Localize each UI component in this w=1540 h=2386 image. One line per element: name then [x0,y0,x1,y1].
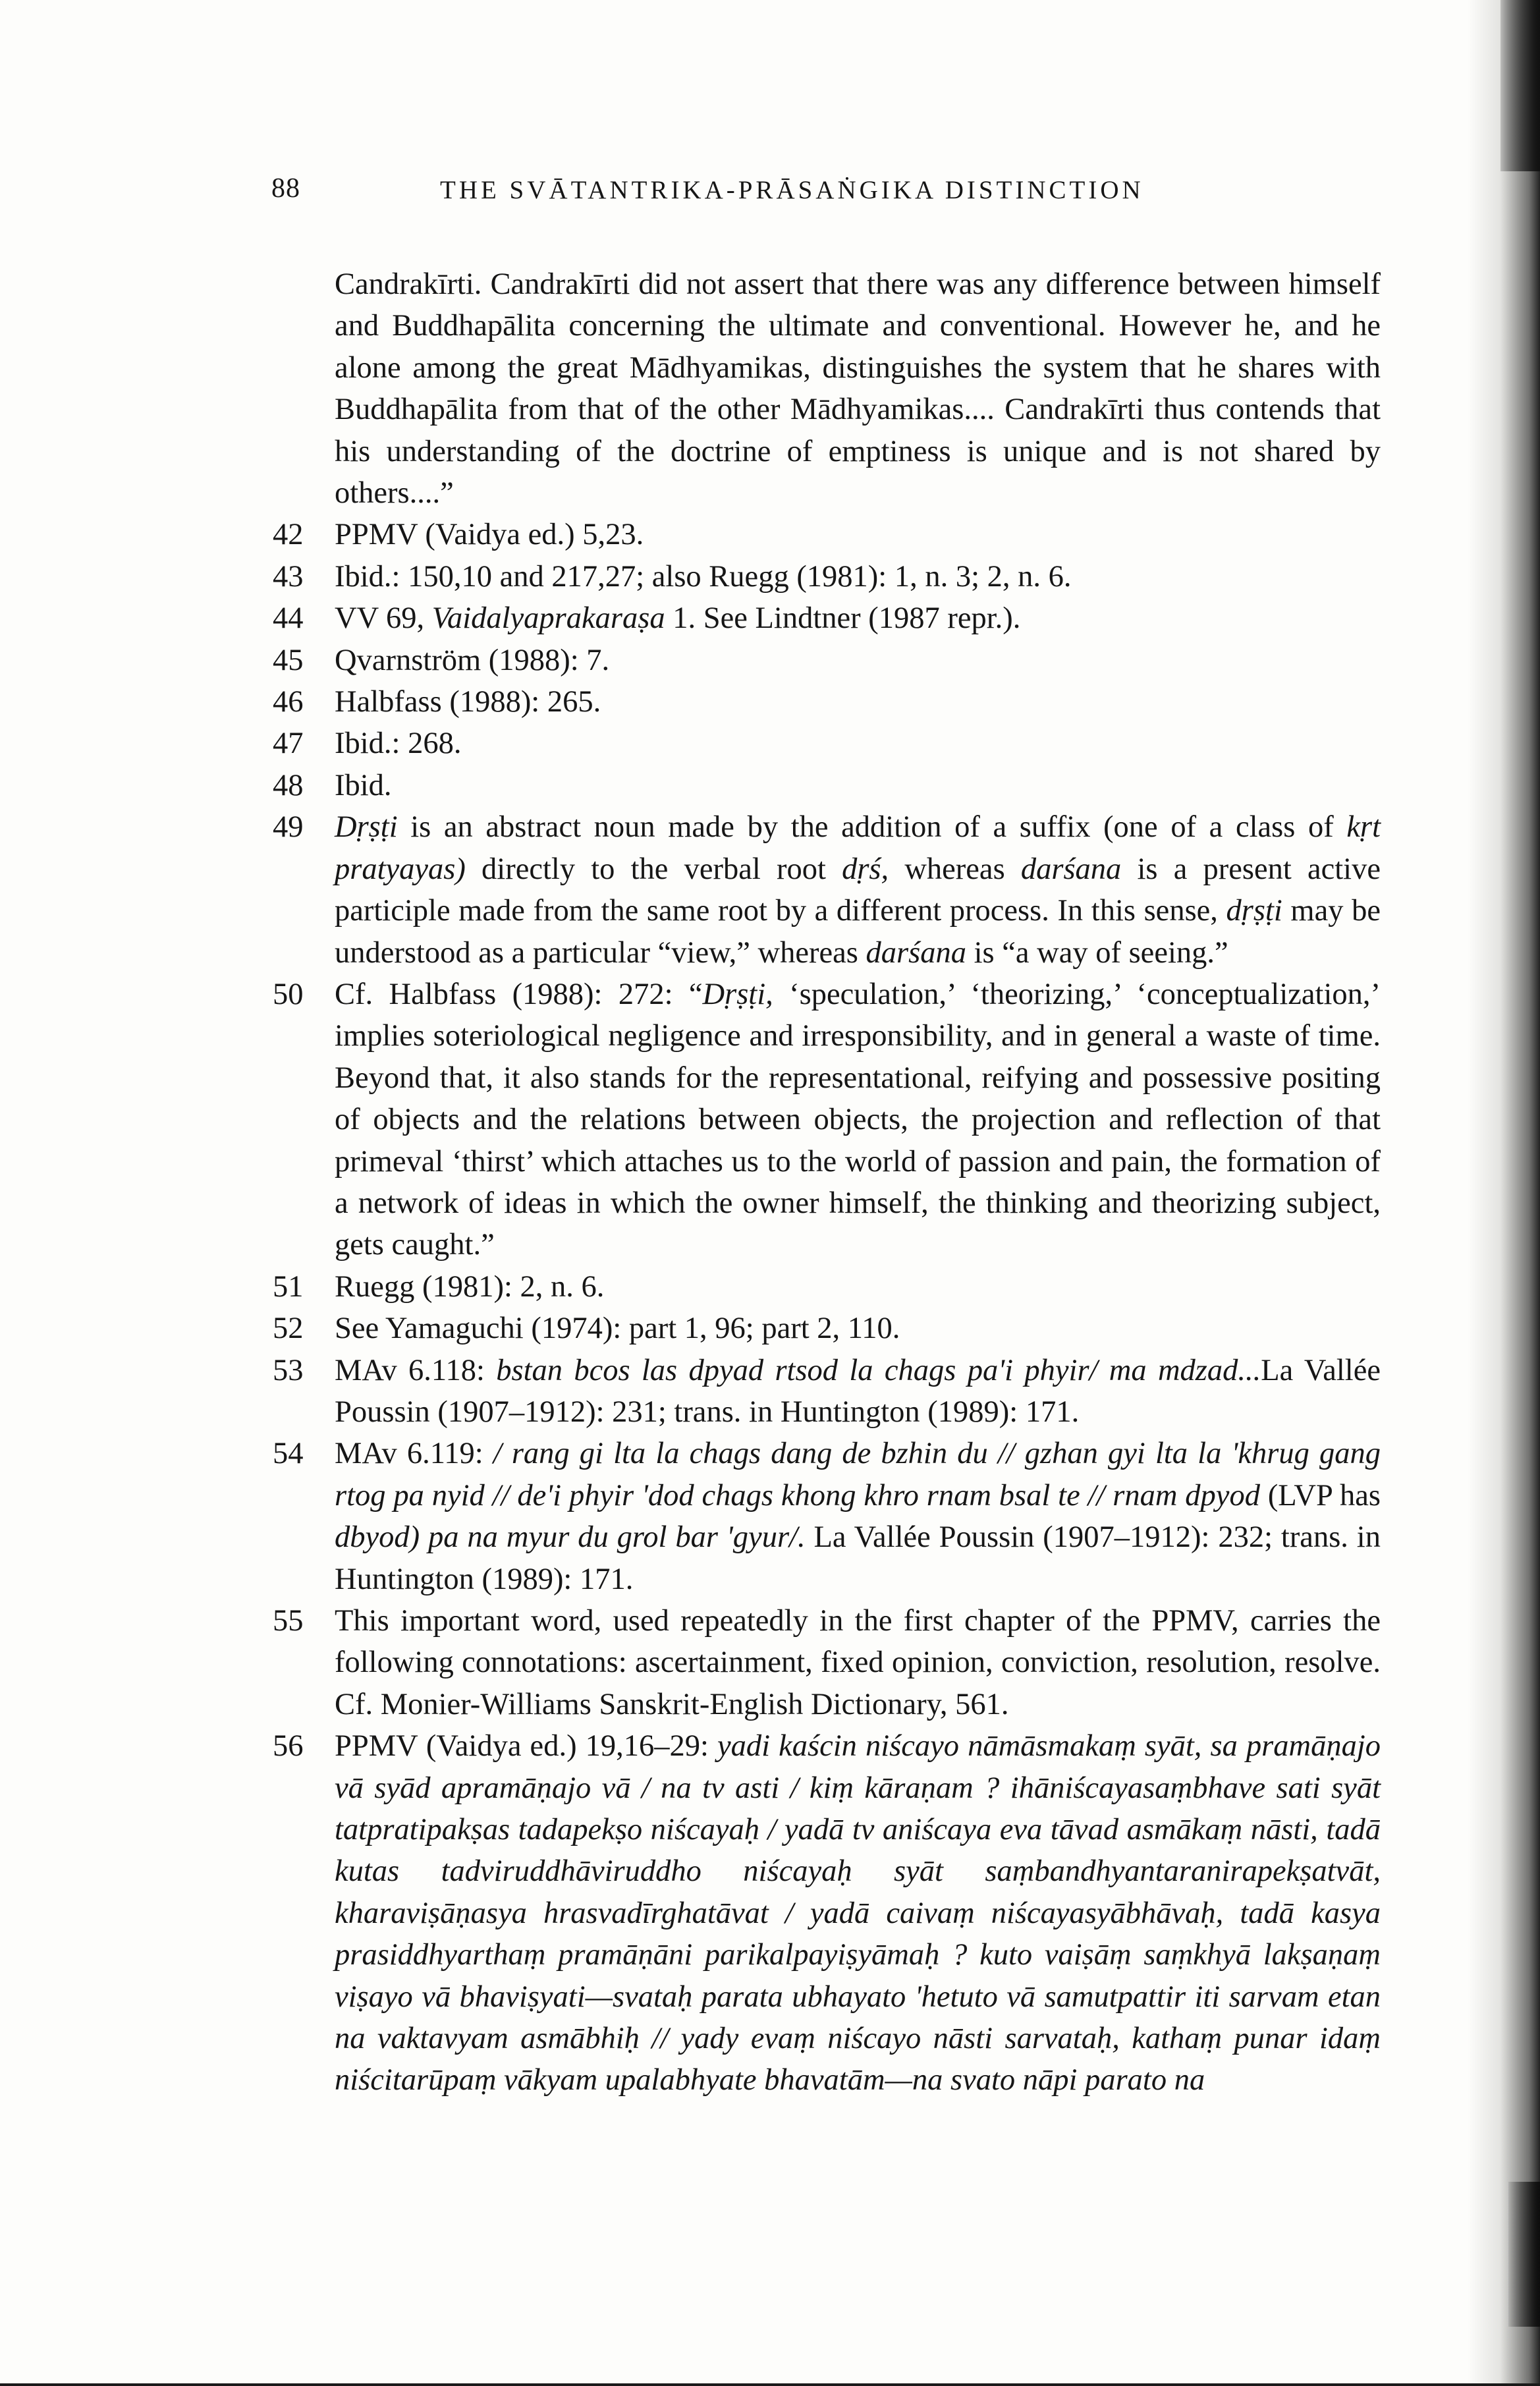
note-text-italic: darśana [866,935,966,970]
page-header [0,173,1540,212]
note-48 [273,765,1381,806]
note-text-italic: Dṛṣṭi [335,810,398,845]
note-42 [273,514,1381,555]
note-number: 43 [273,559,304,594]
note-text-italic: Dṛṣṭi, [702,977,773,1011]
note-53 [273,1350,1381,1433]
note-text-italic: bstan bcos las dpyad rtsod la chags pa'i phyir/ ma mdzad... [496,1353,1261,1387]
note-text-italic: darśana [1020,852,1122,886]
note-text: ‘speculation,’ ‘theorizing,’ ‘conceptualization,’ implies soteriological negligence and irresponsibility, and in general a waste of time. Beyond that, it also stands for the representational, reifying and possessive positing of objects and the relations between objects, the projection and reflection of that primeval ‘thirst’ which attaches us to the world of passion and pain, the formation of a network of ideas in which the owner himself, the thinking and theorizing subject, gets caught.” [335,977,1381,1262]
note-number: 52 [273,1312,304,1346]
note-43 [273,556,1381,597]
endnotes-body [273,264,1381,2101]
note-text: PPMV (Vaidya ed.) 19,16–29: [335,1729,717,1763]
note-text: See Yamaguchi (1974): part 1, 96; part 2, 110. [335,1312,900,1346]
note-text: is “a way of seeing.” [966,935,1228,970]
scan-bottom-edge [0,2383,1540,2386]
note-text: 1. See Lindtner (1987 repr.). [665,601,1021,636]
book-spine-shadow-bottom [1508,2182,1540,2327]
note-text: MAv 6.118: [335,1353,497,1387]
note-47 [273,723,1381,764]
note-text-italic: Vaidalyaprakaraṣa [431,601,665,636]
note-text: La Vallée Poussin (1907–1912): 231; trans. in Huntington (1989): 171. [335,1353,1381,1429]
note-number: 42 [273,518,304,552]
note-number: 46 [273,685,304,719]
note-text: (LVP has [1259,1478,1381,1512]
note-number: 54 [273,1437,304,1471]
note-number: 51 [273,1269,304,1304]
note-text: Halbfass (1988): 265. [335,685,601,719]
note-number: 53 [273,1353,304,1387]
note-text-italic: dṛś, [842,852,889,886]
note-text: La Vallée Poussin (1907–1912): 232; trans. in Huntington (1989): 171. [335,1520,1381,1596]
note-text: Ibid. [335,768,392,802]
book-spine-shadow [1468,0,1540,2386]
note-number: 49 [273,810,304,845]
note-number: 50 [273,977,304,1011]
note-44 [273,597,1381,639]
note-number: 55 [273,1604,304,1638]
note-text: is a present active participle made from the same root by a different process. In this sense, [335,852,1381,928]
note-text: is an abstract noun made by the addition of a suffix (one of a class of [397,810,1347,845]
running-head: THE SVĀTANTRIKA-PRĀSAṄGIKA DISTINCTION [440,176,1144,204]
note-45 [273,640,1381,681]
note-text-italic: dṛṣṭi [1226,894,1282,928]
note-52 [273,1308,1381,1349]
note-51 [273,1266,1381,1308]
note-number: 47 [273,727,304,761]
note-56 [273,1725,1381,2101]
note-text-italic: yadi kaścin niścayo nāmāsmakaṃ syāt, sa pramāṇajo vā syād apramāṇajo vā / na tv asti / kiṃ kāraṇam ? ihāniścayasaṃbhave sati syāt tatpratipakṣas tadapekṣo niścayaḥ / yadā tv aniścaya eva tāvad asmākaṃ nāsti, tadā kutas tadviruddhāviruddho niścayaḥ syāt saṃbandhyantaranirapekṣatvāt, kharaviṣāṇasya hrasvadīrghatāvat / yadā caivaṃ niścayasyābhāvaḥ, tadā kasya prasiddhyarthaṃ pramāṇāni parikalpayiṣyāmaḥ ? kuto vaiṣāṃ saṃkhyā lakṣaṇaṃ viṣayo vā bhaviṣyati—svataḥ parata ubhayato 'hetuto vā samutpattir iti sarvam etan na vaktavyam asmābhiḥ // yady evaṃ niścayo nāsti sarvataḥ, kathaṃ punar idaṃ niścitarūpaṃ vākyam upalabhyate bhavatām—na svato nāpi parato na [335,1729,1381,2097]
page-number: 88 [271,173,300,204]
note-55 [273,1600,1381,1725]
note-text: This important word, used repeatedly in the first chapter of the PPMV, carries the following connotations: ascertainment, fixed opinion, conviction, resolution, resolve. Cf. Monier-Williams Sanskrit-English Dictionary, 561. [335,1604,1381,1721]
note-number: 48 [273,768,304,802]
note-49 [273,806,1381,974]
note-text: directly to the verbal root [465,852,842,886]
continuation-paragraph: Candrakīrti. Candrakīrti did not assert that there was any difference between himself and Buddhapālita concerning the ultimate and conventional. However he, and he alone among the great Mādhyamikas, distinguishes the system that he shares with Buddhapālita from that of the other Mādhyamikas.... Candrakīrti thus contends that his understanding of the doctrine of emptiness is unique and is not shared by others....” [335,267,1381,511]
note-text: Ibid.: 268. [335,727,462,761]
note-50 [273,974,1381,1266]
note-text-italic: dbyod) pa na myur du grol bar 'gyur/. [335,1520,806,1555]
note-text-italic: / rang gi lta la chags dang de bzhin du // gzhan gyi lta la 'khrug gang rtog pa nyid // de'i phyir 'dod chags khong khro rnam bsal te // rnam dpyod [335,1437,1381,1512]
note-text: Cf. Halbfass (1988): 272: “ [335,977,703,1011]
note-text: Ibid.: 150,10 and 217,27; also Ruegg (1981): 1, n. 3; 2, n. 6. [335,559,1072,594]
note-text: PPMV (Vaidya ed.) 5,23. [335,518,644,552]
note-text-italic: kṛt pratyayas) [335,810,1381,886]
note-number: 44 [273,601,304,636]
note-text: MAv 6.119: [335,1437,493,1471]
book-spine-shadow-top [1500,0,1540,171]
note-46 [273,681,1381,723]
note-54 [273,1433,1381,1600]
note-text: Ruegg (1981): 2, n. 6. [335,1269,605,1304]
note-text: may be understood as a particular “view,” whereas [335,894,1381,970]
note-text: whereas [889,852,1021,886]
note-text: Qvarnström (1988): 7. [335,643,610,677]
note-number: 45 [273,643,304,677]
note-text: VV 69, [335,601,432,636]
note-number: 56 [273,1729,304,1763]
